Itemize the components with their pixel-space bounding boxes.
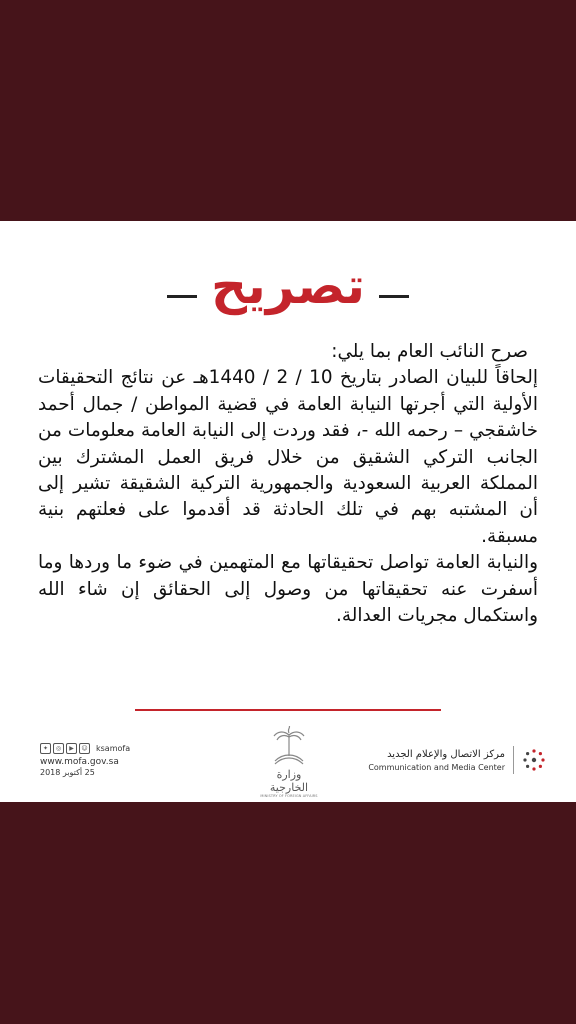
statement-paragraph-1: إلحاقاً للبيان الصادر بتاريخ 10 / 2 / 1440هـ عن نتائج التحقيقات الأولية التي أجرتها النيابة العامة في قضية المواطن / جمال أحمد خاشقجي – رحمه الله -، فقد وردت إلى النيابة العامة معلومات من الجانب التركي الشقيق من خلال فريق العمل المشترك بين المملكة العربية السعودية والجمهورية التركية الشقيقة تشير إلى أن المشتبه بهم في تلك الحادثة قد أقدموا على فعلتهم بنية مسبقة. xyxy=(38,367,539,547)
palm-swords-icon xyxy=(269,726,309,768)
twitter-icon: ✦ xyxy=(40,743,51,754)
contact-block xyxy=(40,743,180,777)
statement-card xyxy=(0,221,576,802)
snapchat-icon: ☺ xyxy=(79,743,90,754)
statement-lead: صرح النائب العام بما يلي: xyxy=(331,341,528,362)
youtube-icon: ▶ xyxy=(66,743,77,754)
media-center-logo-icon xyxy=(522,748,546,772)
statement-body xyxy=(38,339,538,629)
title-row xyxy=(0,251,576,321)
media-center-text xyxy=(368,749,505,772)
social-handle: ksamofa xyxy=(96,744,131,753)
emblem-subcaption: MINISTRY OF FOREIGN AFFAIRS xyxy=(260,794,318,798)
page-title: تصريح xyxy=(211,257,365,315)
red-divider xyxy=(135,709,441,711)
website-url: www.mofa.gov.sa xyxy=(40,757,119,767)
instagram-icon: ◎ xyxy=(53,743,64,754)
statement-paragraph-2: والنيابة العامة تواصل تحقيقاتها مع المتهمين في ضوء ما وردها وما أسفرت عنه تحقيقاتها من وصول إلى الحقائق إن شاء الله واستكمال مجريات العدالة. xyxy=(38,552,538,627)
statement-date: 25 أكتوبر 2018 xyxy=(40,768,95,777)
ministry-emblem xyxy=(258,726,320,796)
media-center-english: Communication and Media Center xyxy=(368,762,505,772)
emblem-caption: وزارة الخارجية xyxy=(269,768,309,794)
title-right-line xyxy=(379,295,409,298)
vertical-separator xyxy=(513,746,514,774)
media-center-block xyxy=(368,746,546,774)
title-left-line xyxy=(167,295,197,298)
media-center-arabic: مركز الاتصال والإعلام الجديد xyxy=(387,748,505,760)
social-icons xyxy=(40,743,180,754)
